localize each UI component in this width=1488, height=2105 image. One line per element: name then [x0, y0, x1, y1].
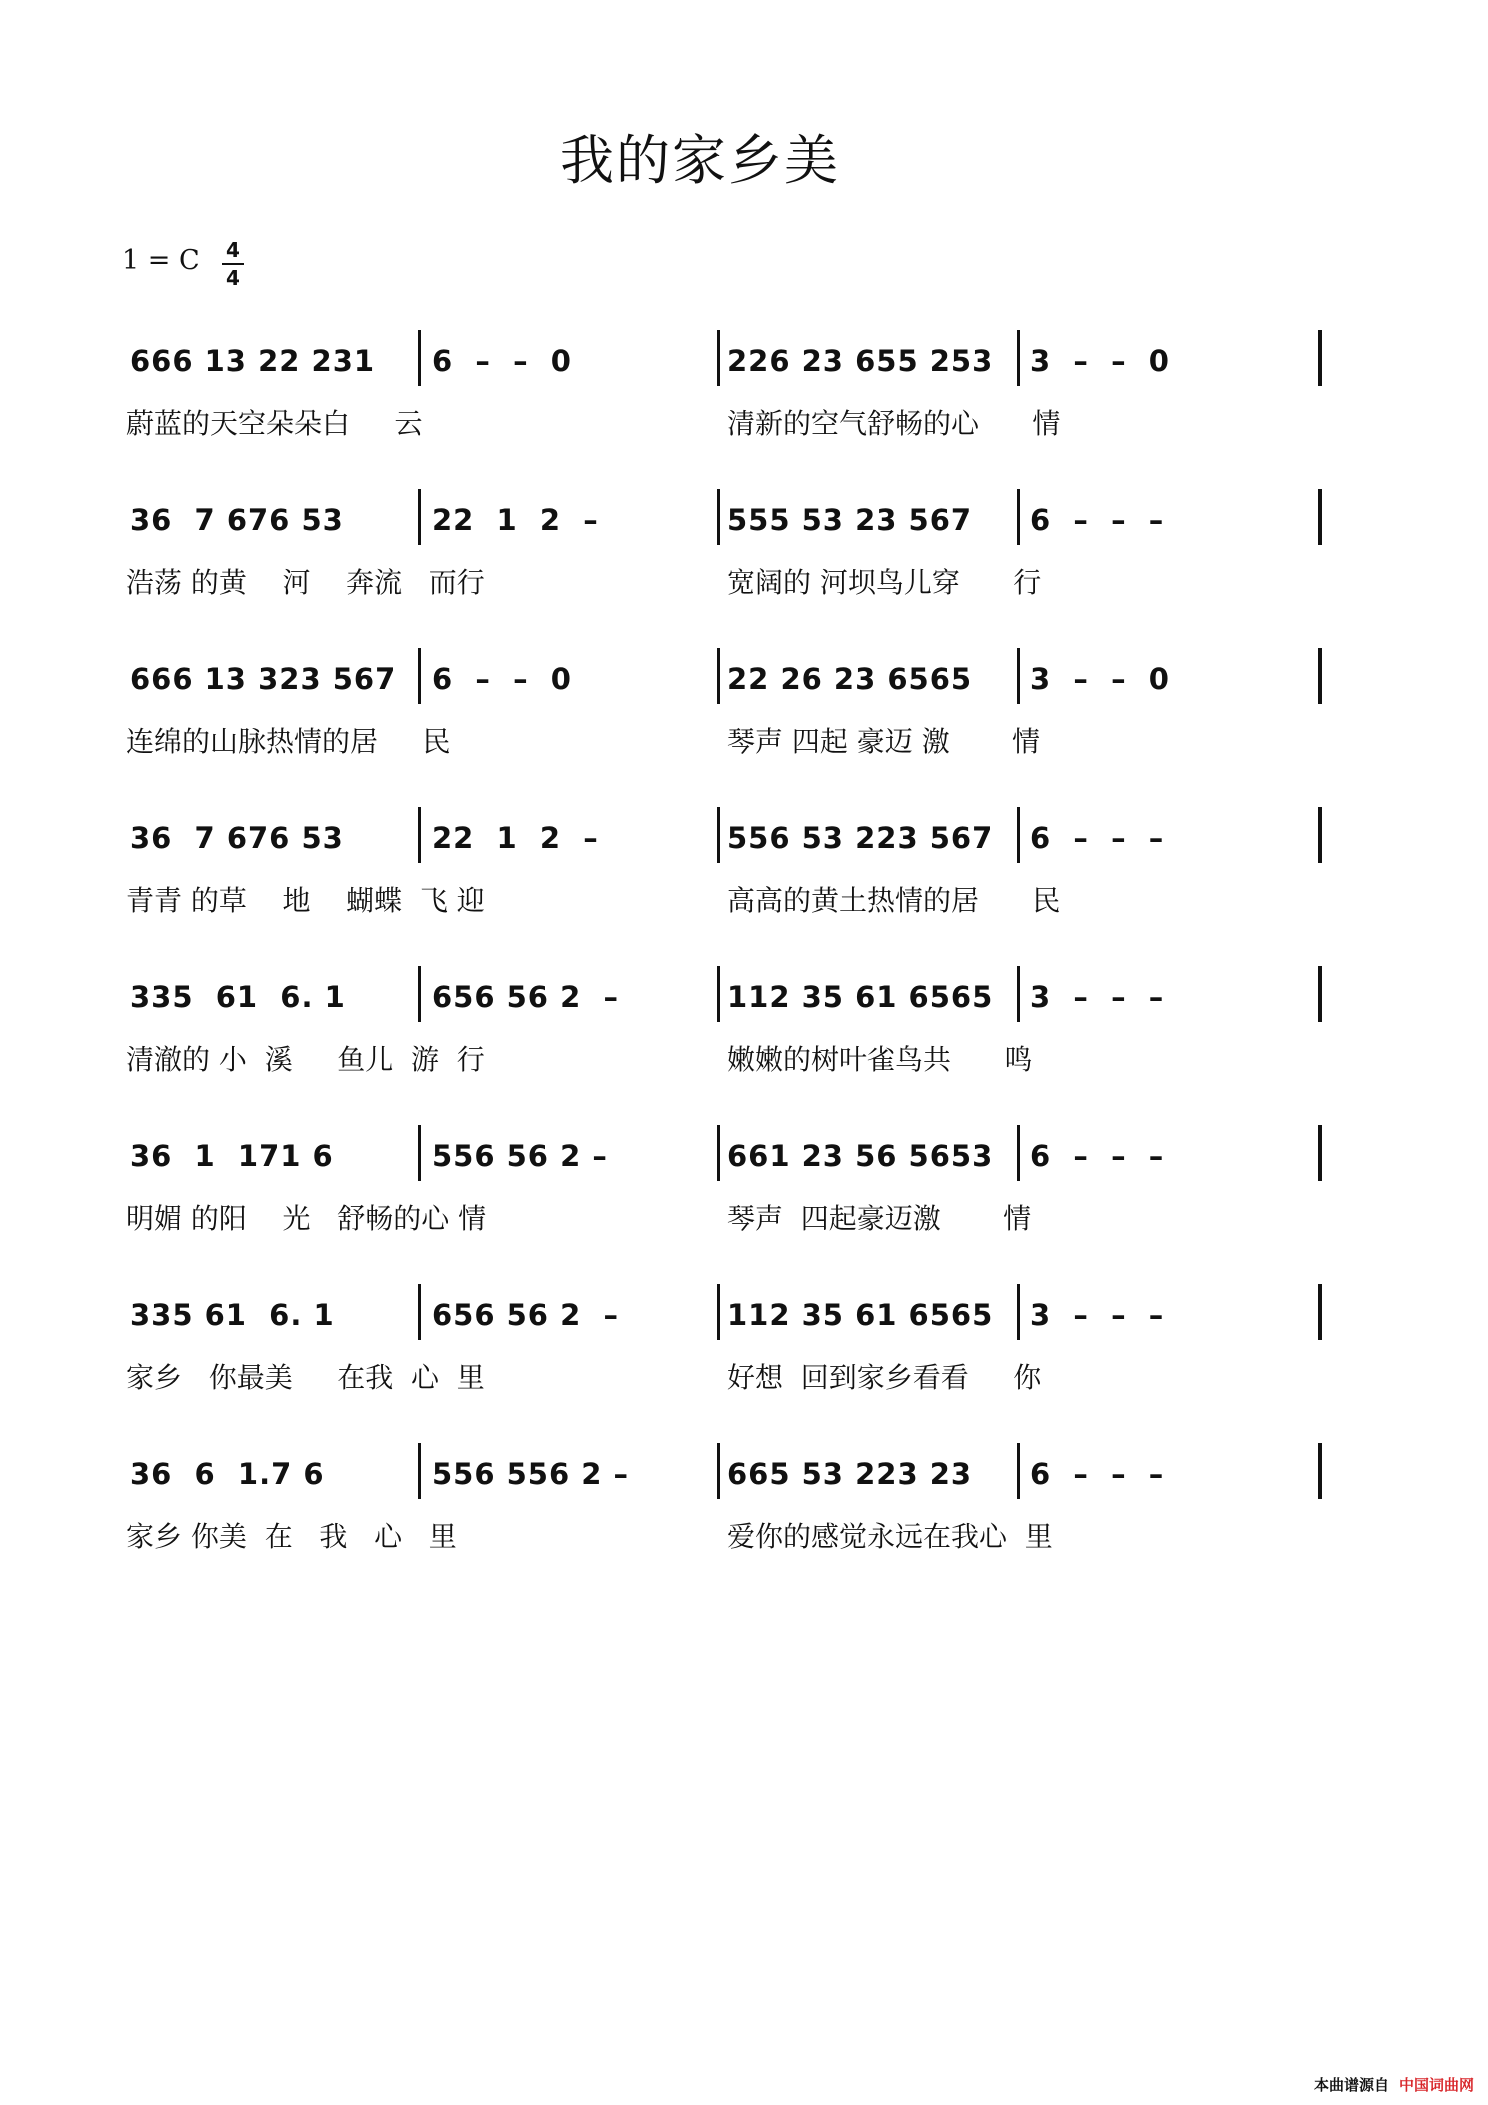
bar-line — [418, 1125, 421, 1181]
measure-notes: 36 6 1.7 6 — [130, 1457, 325, 1491]
bar-line — [1017, 648, 1020, 704]
measure-notes: 112 35 61 6565 — [727, 1298, 994, 1332]
time-signature-top: 4 — [226, 238, 240, 262]
bar-line — [1318, 807, 1322, 863]
score-system — [0, 489, 1488, 639]
bar-line — [418, 807, 421, 863]
bar-line — [418, 648, 421, 704]
measure-notes: 556 56 2 – — [432, 1139, 608, 1173]
measure-notes: 666 13 22 231 — [130, 344, 376, 378]
score-system — [0, 966, 1488, 1116]
bar-line — [717, 489, 720, 545]
bar-line — [1017, 489, 1020, 545]
bar-line — [418, 330, 421, 386]
measure-notes: 6 – – – — [1030, 503, 1165, 537]
lyrics-left: 蔚蓝的天空朵朵白 云 — [126, 407, 423, 440]
measure-notes: 656 56 2 – — [432, 980, 619, 1014]
bar-line — [717, 648, 720, 704]
measure-notes: 335 61 6. 1 — [130, 980, 346, 1014]
lyrics-left: 连绵的山脉热情的居 民 — [126, 725, 451, 758]
lyrics-right: 爱你的感觉永远在我心 里 — [727, 1520, 1053, 1553]
bar-line — [1017, 1125, 1020, 1181]
bar-line — [1017, 1284, 1020, 1340]
bar-line — [717, 1443, 720, 1499]
lyrics-left: 青青 的草 地 蝴蝶 飞 迎 — [126, 884, 485, 917]
bar-line — [717, 966, 720, 1022]
bar-line — [1017, 330, 1020, 386]
lyrics-right: 琴声 四起 豪迈 激 情 — [727, 725, 1041, 758]
measure-notes: 36 1 171 6 — [130, 1139, 334, 1173]
bar-line — [717, 330, 720, 386]
score-system — [0, 648, 1488, 798]
measure-notes: 6 – – – — [1030, 1457, 1165, 1491]
bar-line — [1017, 966, 1020, 1022]
measure-notes: 656 56 2 – — [432, 1298, 619, 1332]
measure-notes: 6 – – – — [1030, 821, 1165, 855]
measure-notes: 22 1 2 – — [432, 503, 599, 537]
bar-line — [1318, 966, 1322, 1022]
measure-notes: 555 53 23 567 — [727, 503, 973, 537]
measure-notes: 3 – – – — [1030, 1298, 1165, 1332]
footer-source: 本曲谱源自 — [1313, 2076, 1389, 2094]
bar-line — [717, 1284, 720, 1340]
measure-notes: 36 7 676 53 — [130, 503, 344, 537]
measure-notes: 3 – – 0 — [1030, 344, 1170, 378]
measure-notes: 3 – – 0 — [1030, 662, 1170, 696]
score-title: 我的家乡美 — [560, 129, 840, 192]
bar-line — [418, 1443, 421, 1499]
time-signature-line — [222, 263, 244, 265]
lyrics-right: 高高的黄土热情的居 民 — [727, 884, 1061, 917]
score-system — [0, 807, 1488, 957]
measure-notes: 6 – – – — [1030, 1139, 1165, 1173]
bar-line — [418, 489, 421, 545]
lyrics-right: 宽阔的 河坝鸟儿穿 行 — [727, 566, 1042, 599]
lyrics-right: 嫩嫩的树叶雀鸟共 鸣 — [727, 1043, 1033, 1076]
bar-line — [1318, 1443, 1322, 1499]
measure-notes: 6 – – 0 — [432, 662, 572, 696]
key-signature: 1 = C — [122, 245, 200, 276]
lyrics-left: 浩荡 的黄 河 奔流 而行 — [126, 566, 485, 599]
bar-line — [717, 807, 720, 863]
measure-notes: 3 – – – — [1030, 980, 1165, 1014]
bar-line — [717, 1125, 720, 1181]
measure-notes: 112 35 61 6565 — [727, 980, 994, 1014]
measure-notes: 22 1 2 – — [432, 821, 599, 855]
bar-line — [418, 966, 421, 1022]
score-system — [0, 1443, 1488, 1593]
score-system — [0, 1125, 1488, 1275]
measure-notes: 22 26 23 6565 — [727, 662, 973, 696]
measure-notes: 661 23 56 5653 — [727, 1139, 994, 1173]
lyrics-left: 家乡 你美 在 我 心 里 — [126, 1520, 457, 1553]
bar-line — [1318, 330, 1322, 386]
measure-notes: 666 13 323 567 — [130, 662, 397, 696]
time-signature-bottom: 4 — [226, 266, 240, 290]
bar-line — [1318, 648, 1322, 704]
lyrics-left: 明媚 的阳 光 舒畅的心 情 — [126, 1202, 487, 1235]
footer-site: 中国词曲网 — [1398, 2076, 1474, 2094]
score-system — [0, 330, 1488, 480]
time-signature — [222, 238, 244, 290]
lyrics-right: 好想 回到家乡看看 你 — [727, 1361, 1042, 1394]
bar-line — [1318, 1125, 1322, 1181]
bar-line — [1318, 489, 1322, 545]
lyrics-left: 清澈的 小 溪 鱼儿 游 行 — [126, 1043, 485, 1076]
measure-notes: 36 7 676 53 — [130, 821, 344, 855]
measure-notes: 556 53 223 567 — [727, 821, 994, 855]
measure-notes: 226 23 655 253 — [727, 344, 994, 378]
bar-line — [1017, 807, 1020, 863]
bar-line — [1318, 1284, 1322, 1340]
lyrics-left: 家乡 你最美 在我 心 里 — [126, 1361, 485, 1394]
score-system — [0, 1284, 1488, 1434]
footer — [1314, 2074, 1474, 2095]
measure-notes: 665 53 223 23 — [727, 1457, 973, 1491]
lyrics-right: 琴声 四起豪迈激 情 — [727, 1202, 1032, 1235]
measure-notes: 6 – – 0 — [432, 344, 572, 378]
measure-notes: 335 61 6. 1 — [130, 1298, 335, 1332]
measure-notes: 556 556 2 – — [432, 1457, 630, 1491]
bar-line — [1017, 1443, 1020, 1499]
lyrics-right: 清新的空气舒畅的心 情 — [727, 407, 1061, 440]
bar-line — [418, 1284, 421, 1340]
